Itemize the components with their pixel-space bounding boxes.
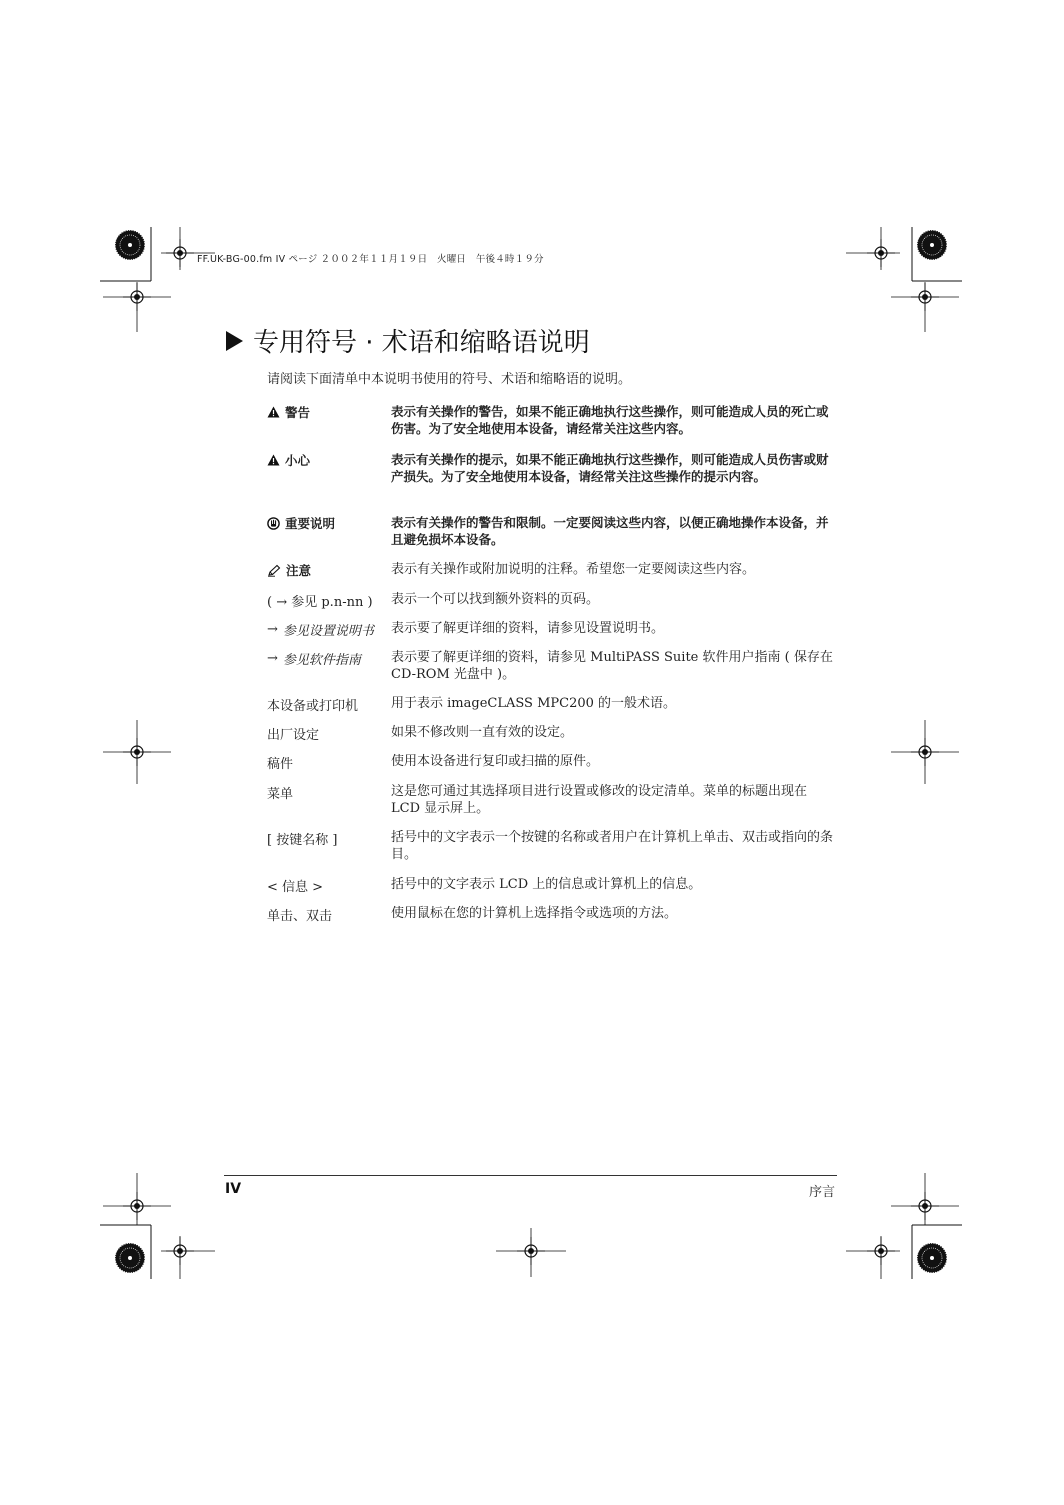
section-title-text: 专用符号 · 术语和缩略语说明 <box>253 328 590 358</box>
definition-term: 重要说明 <box>267 514 335 532</box>
definition-term: 小心 <box>267 451 310 469</box>
definition-desc: 表示一个可以找到额外资料的页码。 <box>391 592 600 607</box>
definition-desc: 用于表示 imageCLASS MPC200 的一般术语。 <box>391 696 677 711</box>
definition-desc: 使用鼠标在您的计算机上选择指令或选项的方法。 <box>391 906 678 921</box>
definition-term: 稿件 <box>267 757 294 772</box>
definition-term: 警告 <box>267 403 310 421</box>
definition-desc: 使用本设备进行复印或扫描的原件。 <box>391 754 600 769</box>
print-header-file-info: FF.UK-BG-00.fm IV ページ ２００２年１１月１９日 火曜日 午後４時１９分 <box>197 254 544 265</box>
definition-desc: 表示有关操作的警告和限制。一定要阅读这些内容，以便正确地操作本设备，并且避免损坏本设备。 <box>391 515 829 547</box>
section-intro: 请阅读下面清单中本说明书使用的符号、术语和缩略语的说明。 <box>267 372 632 387</box>
section-triangle-icon <box>226 331 243 351</box>
star-target-icon <box>115 1243 145 1273</box>
definition-term: < 信息 > <box>267 880 324 895</box>
definition-desc: 表示要了解更详细的资料，请参见设置说明书。 <box>391 621 665 636</box>
definition-term: → 参见软件指南 <box>267 651 361 668</box>
footer-rule <box>224 1175 837 1176</box>
star-target-icon <box>917 230 947 260</box>
definition-desc: 括号中的文字表示一个按键的名称或者用户在计算机上单击、双击或指向的条目。 <box>391 830 834 862</box>
definition-term: 菜单 <box>267 787 294 802</box>
definition-desc: 表示有关操作或附加说明的注释。希望您一定要阅读这些内容。 <box>391 562 756 577</box>
footer-section-name: 序言 <box>808 1185 835 1200</box>
definition-term: 注意 <box>267 561 311 579</box>
note-pencil-icon <box>267 564 281 577</box>
definition-term: 单击、双击 <box>267 909 333 924</box>
definition-term: ( → 参见 p.n-nn ) <box>267 595 373 610</box>
definition-term: → 参见设置说明书 <box>267 622 374 639</box>
caution-triangle-icon <box>267 454 280 466</box>
page-number: IV <box>225 1181 242 1197</box>
definition-desc: 如果不修改则一直有效的设定。 <box>391 725 574 740</box>
warning-triangle-icon <box>267 406 280 418</box>
definition-term: 出厂设定 <box>267 728 320 743</box>
section-title <box>226 322 590 359</box>
definition-desc: 表示要了解更详细的资料，请参见 MultiPASS Suite 软件用户指南 ( 保存在 CD-ROM 光盘中 )。 <box>391 650 833 682</box>
definition-term: [ 按键名称 ] <box>267 833 338 848</box>
star-target-icon <box>115 230 145 260</box>
definition-term: 本设备或打印机 <box>267 699 359 714</box>
star-target-icon <box>917 1243 947 1273</box>
definition-desc: 表示有关操作的提示，如果不能正确地执行这些操作，则可能造成人员伤害或财产损失。为了安全地使用本设备，请经常关注这些操作的提示内容。 <box>391 452 829 484</box>
important-hand-icon <box>267 517 280 530</box>
definition-desc: 这是您可通过其选择项目进行设置或修改的设定清单。菜单的标题出现在 LCD 显示屏上。 <box>391 784 808 816</box>
definition-desc: 表示有关操作的警告，如果不能正确地执行这些操作，则可能造成人员的死亡或伤害。为了安全地使用本设备，请经常关注这些内容。 <box>391 404 829 436</box>
definition-desc: 括号中的文字表示 LCD 上的信息或计算机上的信息。 <box>391 877 702 892</box>
